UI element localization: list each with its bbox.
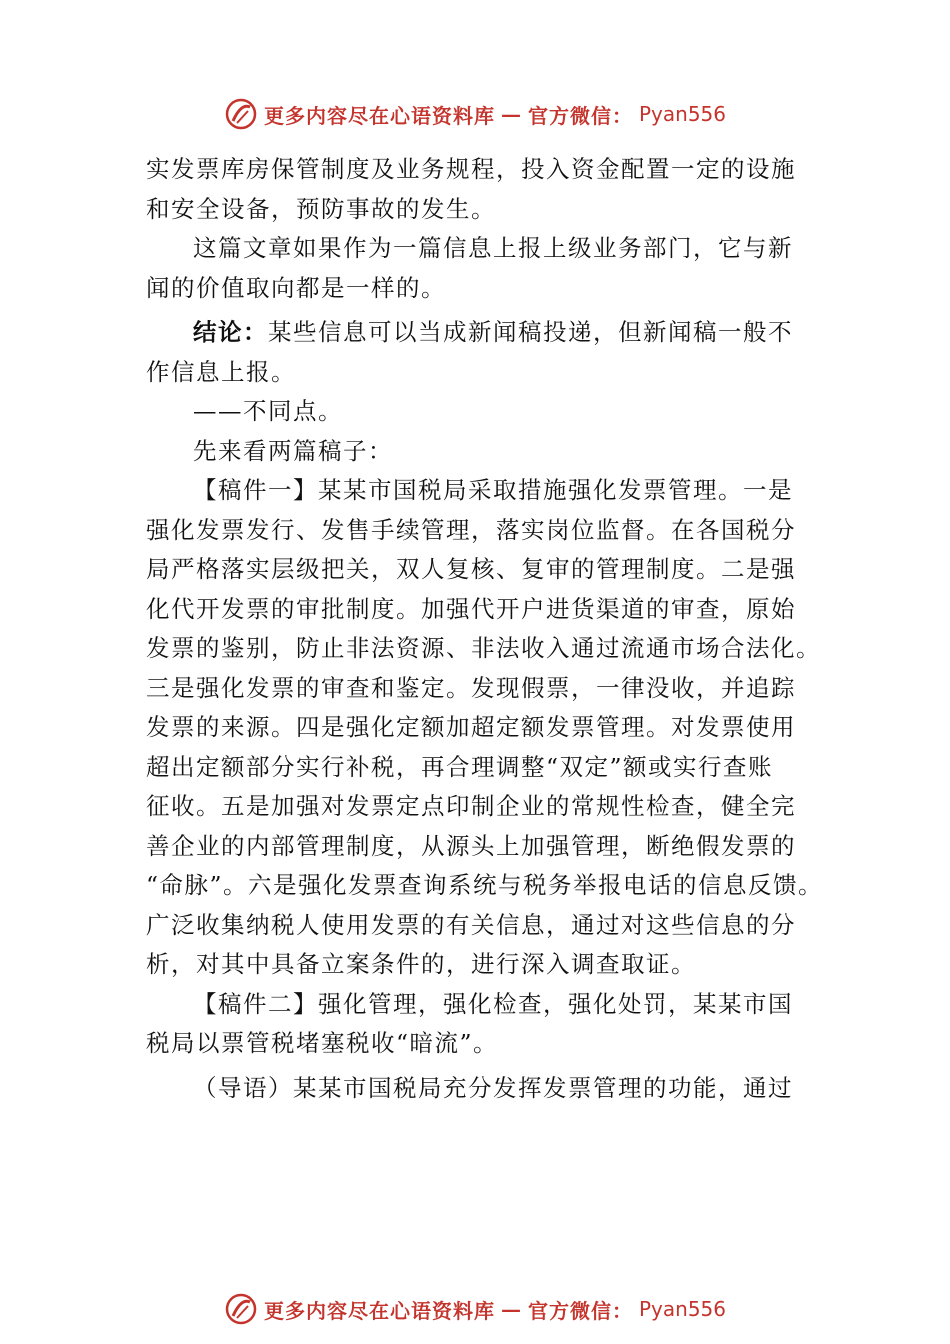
logo-icon xyxy=(224,97,258,131)
text-line: 三是强化发票的审查和鉴定。发现假票，一律没收，并追踪 xyxy=(146,673,796,702)
text-line: 析，对其中具备立案条件的，进行深入调查取证。 xyxy=(146,950,696,978)
conclusion-label: 结论： xyxy=(193,318,268,346)
paragraph-lead: （导语）某某市国税局充分发挥发票管理的功能，通过 xyxy=(193,1073,793,1102)
paragraph-draft-two xyxy=(146,985,846,1064)
header-wechat-id: Pyan556 xyxy=(638,102,726,126)
text-line: 作信息上报。 xyxy=(146,357,296,386)
footer-wechat-id: Pyan556 xyxy=(638,1297,726,1321)
text-line: 广泛收集纳税人使用发票的有关信息，通过对这些信息的分 xyxy=(146,910,796,939)
document-body xyxy=(146,150,846,1108)
logo-icon xyxy=(224,1292,258,1326)
text-line: 闻的价值取向都是一样的。 xyxy=(146,273,446,302)
header-banner xyxy=(0,94,950,134)
text-line: 化代开发票的审批制度。加强代开户进货渠道的审查，原始 xyxy=(146,594,796,623)
text-line: 强化发票发行、发售手续管理，落实岗位监督。在各国税分 xyxy=(146,515,796,544)
text-line: 发票的来源。四是强化定额加超定额发票管理。对发票使用 xyxy=(146,713,796,741)
text-line: 超出定额部分实行补税，再合理调整“双定”额或实行查账 xyxy=(146,752,774,781)
paragraph-conclusion xyxy=(146,313,846,392)
paragraph-4: ——不同点。 xyxy=(193,397,343,425)
paragraph-2 xyxy=(146,229,846,308)
text-line: 局严格落实层级把关，双人复核、复审的管理制度。二是强 xyxy=(146,555,796,583)
paragraph-draft-one xyxy=(146,471,846,985)
text-line: “命脉”。六是强化发票查询系统与税务举报电话的信息反馈。 xyxy=(146,871,824,899)
footer-wechat-label: 官方微信： xyxy=(527,1298,633,1323)
text-line: 征收。五是加强对发票定点印制企业的常规性检查，健全完 xyxy=(146,792,796,820)
footer-site-name: 更多内容尽在心语资料库 xyxy=(263,1298,495,1323)
text-line: 和安全设备，预防事故的发生。 xyxy=(146,194,496,223)
footer-banner xyxy=(0,1289,950,1329)
footer-dash: — xyxy=(500,1297,522,1321)
paragraph-1 xyxy=(146,150,846,229)
header-dash: — xyxy=(500,102,522,126)
header-wechat-label: 官方微信： xyxy=(527,103,633,128)
text-line: 这篇文章如果作为一篇信息上报上级业务部门，它与新 xyxy=(193,234,793,262)
text-line: 税局以票管税堵塞税收“暗流”。 xyxy=(146,1029,499,1057)
text-line: 【稿件一】某某市国税局采取措施强化发票管理。一是 xyxy=(193,476,793,504)
paragraph-5: 先来看两篇稿子： xyxy=(193,436,393,465)
text-line: 【稿件二】强化管理，强化检查，强化处罚，某某市国 xyxy=(193,989,793,1018)
text-line: 发票的鉴别，防止非法资源、非法收入通过流通市场合法化。 xyxy=(146,634,821,662)
text-line: 实发票库房保管制度及业务规程，投入资金配置一定的设施 xyxy=(146,155,796,183)
text-line: 某些信息可以当成新闻稿投递，但新闻稿一般不 xyxy=(268,318,793,346)
text-line: 善企业的内部管理制度，从源头上加强管理，断绝假发票的 xyxy=(146,831,796,860)
header-site-name: 更多内容尽在心语资料库 xyxy=(263,103,495,128)
